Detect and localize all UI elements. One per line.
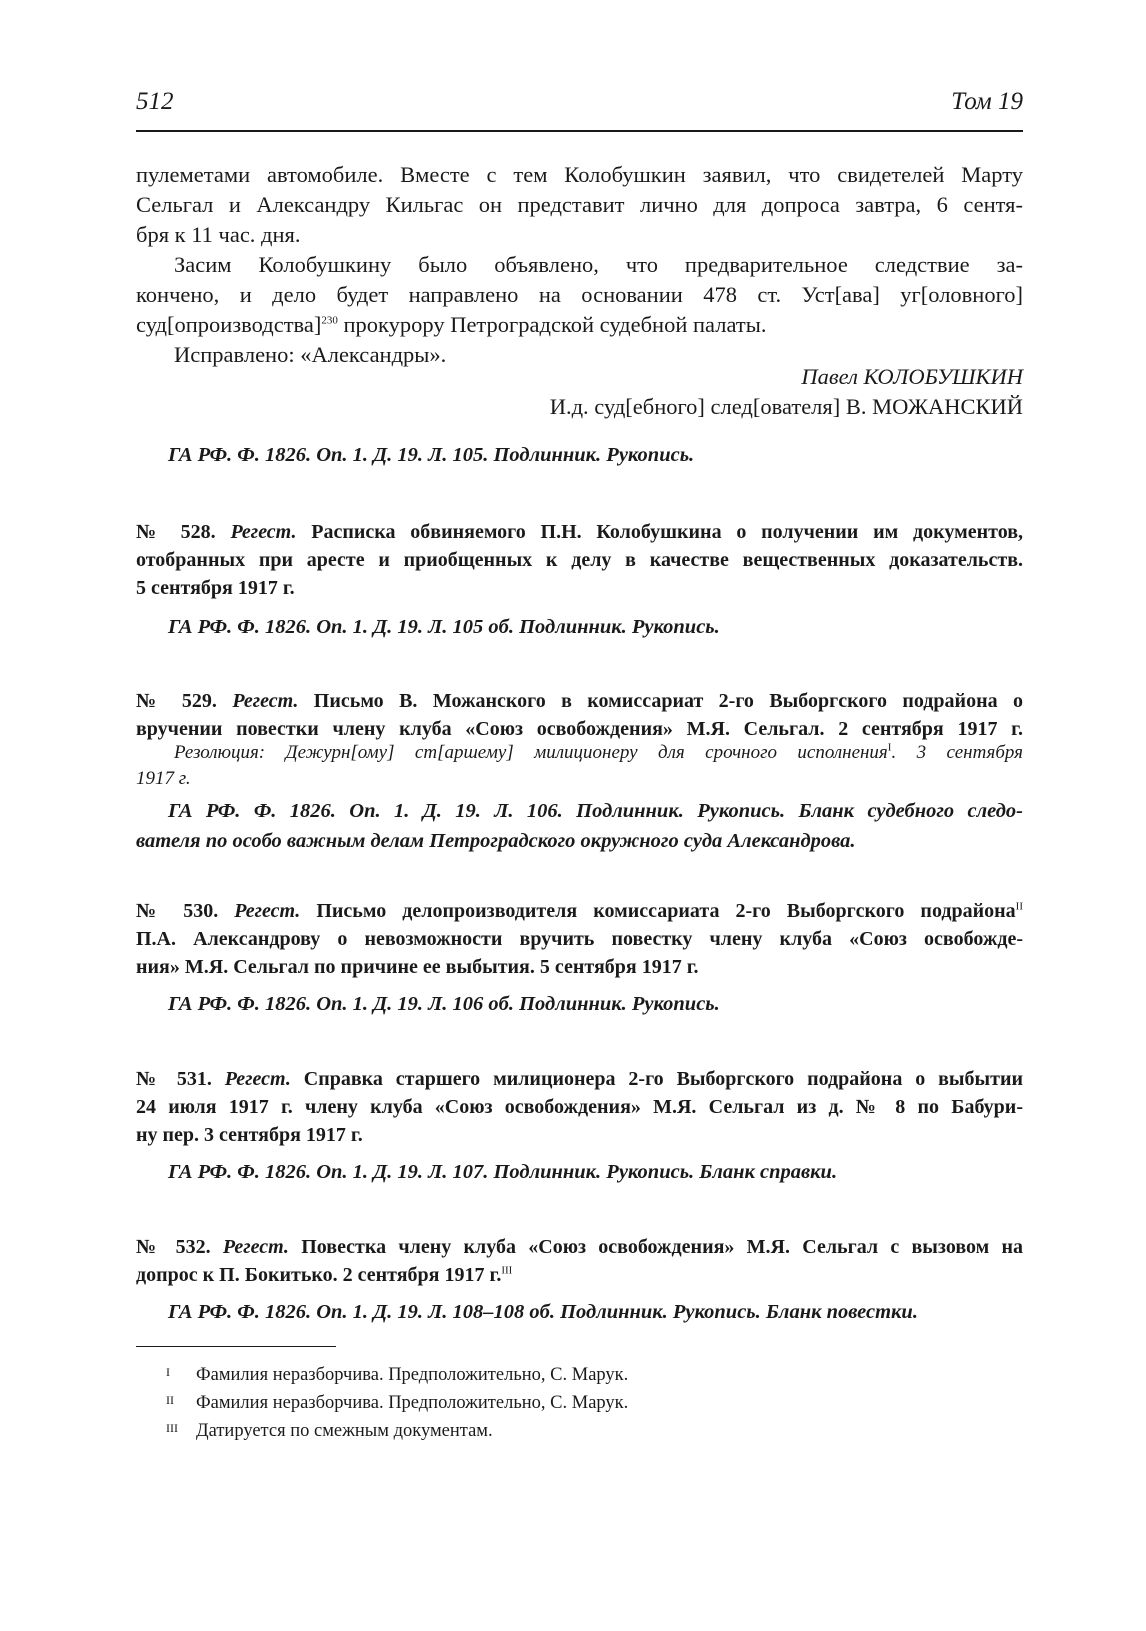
text-line: бря к 11 час. дня.: [136, 222, 301, 247]
document-529: [136, 687, 1023, 743]
closing-paragraph: [136, 160, 1023, 250]
text-line: № 531. Регест. Справка старшего милиционера 2-го Выборгского подрайона о выбытии: [136, 1068, 1024, 1090]
document-531: [136, 1065, 1023, 1149]
footnote-ref: II: [1015, 900, 1023, 913]
text-line: допрос к П. Бокитько. 2 сентября 1917 г.$^{III}$: [136, 1264, 513, 1286]
footnote-mark: I: [166, 1365, 170, 1379]
source-citation: ГА РФ. Ф. 1826. Оп. 1. Д. 19. Л. 105. Подлинник. Рукопись.: [168, 444, 695, 466]
text-line: кончено, и дело будет направлено на основании 478 ст. Уст[ава] уг[оловного]: [136, 282, 1023, 307]
footnote: I Фамилия неразборчива. Предположительно, С. Марук.: [136, 1362, 1023, 1388]
text-line: № 530. Регест. Письмо делопроизводителя комиссариата 2-го Выборгского подрайона$^{II}$: [136, 900, 1023, 922]
footnote-ref: 230: [321, 314, 338, 327]
text-line: пулеметами автомобиле. Вместе с тем Колобушкин заявил, что свидетелей Марту: [136, 162, 1023, 187]
text-line: 24 июля 1917 г. члену клуба «Союз освобождения» М.Я. Сельгал из д. № 8 по Бабури-: [136, 1096, 1023, 1118]
footnote-mark: III: [166, 1421, 178, 1435]
doc-number: № 532.: [136, 1236, 211, 1258]
resolution-note: [136, 740, 1023, 792]
source-citation: ГА РФ. Ф. 1826. Оп. 1. Д. 19. Л. 107. Подлинник. Рукопись. Бланк справки.: [168, 1161, 838, 1183]
footnote-ref: III: [501, 1264, 513, 1277]
footnote: III Датируется по смежным документам.: [136, 1418, 1023, 1444]
doc-number: № 528.: [136, 521, 216, 543]
regest-label: Регест.: [230, 521, 297, 543]
correction-note: Исправлено: «Александры».: [174, 342, 447, 367]
text-line: вручении повестки члену клуба «Союз освобождения» М.Я. Сельгал. 2 сентября 1917 г.: [136, 718, 1023, 740]
document-528: [136, 518, 1023, 602]
text-line: Сельгал и Александру Кильгас он представит лично для допроса завтра, 6 сентя-: [136, 192, 1023, 217]
text-line: № 528. Регест. Расписка обвиняемого П.Н. Колобушкина о получении им документов,: [136, 521, 1024, 543]
source-citation: ГА РФ. Ф. 1826. Оп. 1. Д. 19. Л. 106 об. Подлинник. Рукопись.: [168, 993, 720, 1015]
regest-label: Регест.: [232, 690, 299, 712]
text-line: Резолюция: Дежурн[ому] ст[аршему] милиционеру для срочного исполнения$^I$. 3 сентября: [174, 741, 1023, 763]
volume-label: Том 19: [951, 88, 1023, 115]
text-line: Засим Колобушкину было объявлено, что предварительное следствие за-: [174, 252, 1023, 277]
doc-number: № 531.: [136, 1068, 212, 1090]
text-line: № 529. Регест. Письмо В. Можанского в комиссариат 2-го Выборгского подрайона о: [136, 690, 1023, 712]
footnote-rule: [136, 1346, 336, 1347]
signature-investigator: И.д. суд[ебного] след[ователя] В. МОЖАНСКИЙ: [549, 394, 1023, 419]
text-line: 5 сентября 1917 г.: [136, 577, 295, 599]
source-citation: ГА РФ. Ф. 1826. Оп. 1. Д. 19. Л. 106. Подлинник. Рукопись. Бланк судебного следо- вателя по особо важным делам Петроградского окружного суда Александрова.: [136, 800, 1023, 852]
text-line: № 532. Регест. Повестка члену клуба «Союз освобождения» М.Я. Сельгал с вызовом на: [136, 1236, 1024, 1258]
closing-statement: [136, 250, 1023, 370]
regest-label: Регест.: [234, 900, 301, 922]
signature-accused: Павел КОЛОБУШКИН: [801, 364, 1023, 389]
doc-number: № 530.: [136, 900, 219, 922]
source-citation: ГА РФ. Ф. 1826. Оп. 1. Д. 19. Л. 105 об. Подлинник. Рукопись.: [168, 616, 720, 638]
header-rule: [136, 130, 1023, 132]
text-line: ну пер. 3 сентября 1917 г.: [136, 1124, 363, 1146]
text-line: 1917 г.: [136, 768, 191, 789]
text-line: ния» М.Я. Сельгал по причине ее выбытия. 5 сентября 1917 г.: [136, 956, 699, 978]
regest-label: Регест.: [222, 1236, 289, 1258]
text-line: отобранных при аресте и приобщенных к делу в качестве вещественных доказательств.: [136, 549, 1023, 571]
footnote: II Фамилия неразборчива. Предположительно, С. Марук.: [136, 1390, 1023, 1416]
document-532: [136, 1233, 1023, 1289]
regest-label: Регест.: [224, 1068, 291, 1090]
text-line: суд[опроизводства]$^{230}$ прокурору Петроградской судебной палаты.: [136, 312, 767, 337]
signatures: [136, 362, 1023, 422]
footnote-ref: I: [887, 741, 892, 754]
text-line: П.А. Александрову о невозможности вручить повестку члену клуба «Союз освобожде-: [136, 928, 1023, 950]
page-number: 512: [136, 88, 174, 115]
source-citation: ГА РФ. Ф. 1826. Оп. 1. Д. 19. Л. 108–108 об. Подлинник. Рукопись. Бланк повестки.: [168, 1301, 918, 1323]
footnote-mark: II: [166, 1393, 174, 1407]
doc-number: № 529.: [136, 690, 217, 712]
document-530: [136, 897, 1023, 981]
